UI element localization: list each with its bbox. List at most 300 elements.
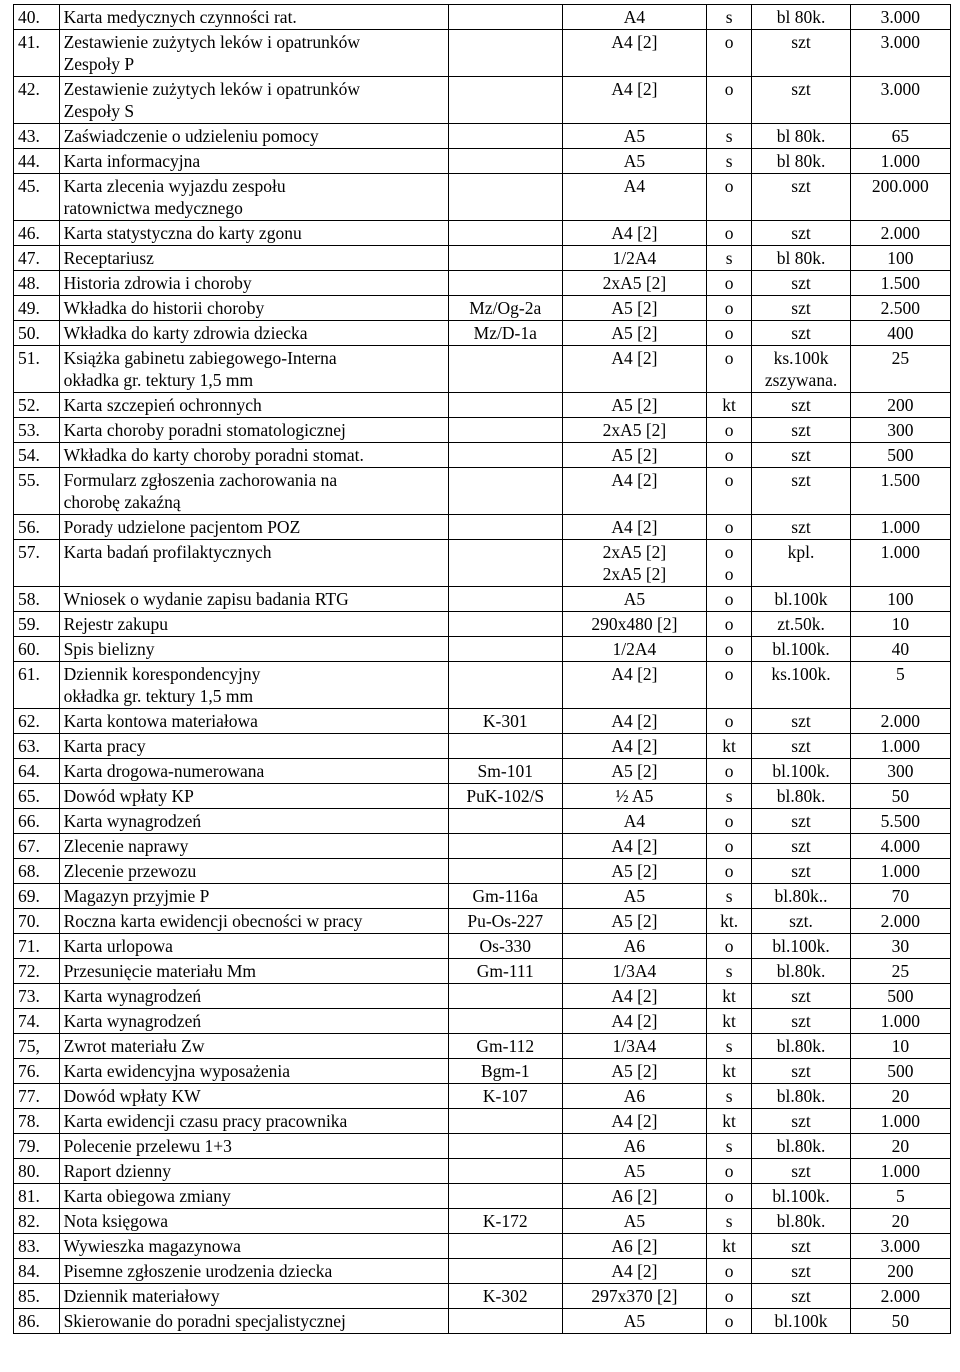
- table-row: [14, 1034, 951, 1059]
- quantity-cell: 3.000: [850, 1234, 950, 1259]
- table-row: [14, 174, 951, 221]
- paper-format-cell: A6: [563, 934, 707, 959]
- form-symbol-cell: [448, 346, 562, 393]
- unit-cell: szt: [752, 809, 850, 834]
- paper-format-cell: A5 [2]: [563, 443, 707, 468]
- row-number-cell: 56.: [14, 515, 60, 540]
- table-row: [14, 1209, 951, 1234]
- row-number-cell: 48.: [14, 271, 60, 296]
- quantity-cell: 30: [850, 934, 950, 959]
- form-symbol-cell: [448, 662, 562, 709]
- table-row: [14, 809, 951, 834]
- quantity-cell: 2.000: [850, 909, 950, 934]
- form-name-cell: Wniosek o wydanie zapisu badania RTG: [59, 587, 448, 612]
- table-row: [14, 587, 951, 612]
- row-number-cell: 82.: [14, 1209, 60, 1234]
- row-number-cell: 73.: [14, 984, 60, 1009]
- table-row: [14, 149, 951, 174]
- paper-format-cell: ½ A5: [563, 784, 707, 809]
- print-technique-cell: kt: [706, 734, 752, 759]
- print-technique-cell: o: [706, 30, 752, 77]
- form-name-cell: Receptariusz: [59, 246, 448, 271]
- paper-format-cell: A5 [2]: [563, 909, 707, 934]
- quantity-cell: 10: [850, 612, 950, 637]
- print-technique-cell: o: [706, 418, 752, 443]
- form-symbol-cell: Os-330: [448, 934, 562, 959]
- print-technique-cell: o: [706, 346, 752, 393]
- paper-format-cell: A4: [563, 5, 707, 30]
- form-symbol-cell: [448, 612, 562, 637]
- quantity-cell: 2.000: [850, 709, 950, 734]
- form-name-cell: Dziennik materiałowy: [59, 1284, 448, 1309]
- print-technique-cell: o: [706, 443, 752, 468]
- row-number-cell: 63.: [14, 734, 60, 759]
- table-row: [14, 221, 951, 246]
- table-row: [14, 418, 951, 443]
- form-name-cell: Zwrot materiału Zw: [59, 1034, 448, 1059]
- form-symbol-cell: [448, 271, 562, 296]
- unit-cell: bl.80k.: [752, 1209, 850, 1234]
- table-row: [14, 77, 951, 124]
- form-symbol-cell: Gm-111: [448, 959, 562, 984]
- quantity-cell: 1.500: [850, 468, 950, 515]
- print-technique-cell: o: [706, 709, 752, 734]
- print-technique-cell: o: [706, 1159, 752, 1184]
- print-technique-cell: o o: [706, 540, 752, 587]
- print-technique-cell: s: [706, 1034, 752, 1059]
- print-technique-cell: o: [706, 515, 752, 540]
- unit-cell: bl.100k: [752, 1309, 850, 1334]
- print-technique-cell: s: [706, 1084, 752, 1109]
- form-name-cell: Dziennik korespondencyjny okładka gr. tektury 1,5 mm: [59, 662, 448, 709]
- print-technique-cell: o: [706, 587, 752, 612]
- row-number-cell: 71.: [14, 934, 60, 959]
- row-number-cell: 80.: [14, 1159, 60, 1184]
- row-number-cell: 47.: [14, 246, 60, 271]
- unit-cell: szt: [752, 709, 850, 734]
- print-technique-cell: kt: [706, 984, 752, 1009]
- quantity-cell: 1.000: [850, 515, 950, 540]
- form-name-cell: Wkładka do historii choroby: [59, 296, 448, 321]
- form-symbol-cell: K-172: [448, 1209, 562, 1234]
- form-name-cell: Karta urlopowa: [59, 934, 448, 959]
- quantity-cell: 3.000: [850, 5, 950, 30]
- print-technique-cell: kt: [706, 393, 752, 418]
- paper-format-cell: A4 [2]: [563, 1009, 707, 1034]
- row-number-cell: 42.: [14, 77, 60, 124]
- form-name-cell: Karta ewidencji czasu pracy pracownika: [59, 1109, 448, 1134]
- row-number-cell: 53.: [14, 418, 60, 443]
- table-row: [14, 1259, 951, 1284]
- form-name-cell: Karta wynagrodzeń: [59, 809, 448, 834]
- form-symbol-cell: Gm-112: [448, 1034, 562, 1059]
- row-number-cell: 50.: [14, 321, 60, 346]
- table-row: [14, 540, 951, 587]
- print-technique-cell: o: [706, 174, 752, 221]
- row-number-cell: 51.: [14, 346, 60, 393]
- forms-table: [13, 4, 951, 1334]
- quantity-cell: 500: [850, 984, 950, 1009]
- unit-cell: szt: [752, 1009, 850, 1034]
- form-symbol-cell: [448, 859, 562, 884]
- form-symbol-cell: [448, 174, 562, 221]
- quantity-cell: 1.000: [850, 540, 950, 587]
- table-row: [14, 859, 951, 884]
- unit-cell: szt: [752, 468, 850, 515]
- table-row: [14, 1084, 951, 1109]
- form-symbol-cell: [448, 221, 562, 246]
- unit-cell: szt: [752, 174, 850, 221]
- quantity-cell: 20: [850, 1209, 950, 1234]
- form-symbol-cell: [448, 5, 562, 30]
- paper-format-cell: A6: [563, 1084, 707, 1109]
- unit-cell: bl.80k.: [752, 1134, 850, 1159]
- print-technique-cell: s: [706, 884, 752, 909]
- form-symbol-cell: [448, 149, 562, 174]
- form-name-cell: Karta medycznych czynności rat.: [59, 5, 448, 30]
- table-row: [14, 1284, 951, 1309]
- form-name-cell: Roczna karta ewidencji obecności w pracy: [59, 909, 448, 934]
- row-number-cell: 70.: [14, 909, 60, 934]
- form-symbol-cell: Bgm-1: [448, 1059, 562, 1084]
- unit-cell: szt: [752, 1259, 850, 1284]
- print-technique-cell: kt: [706, 1234, 752, 1259]
- table-row: [14, 30, 951, 77]
- row-number-cell: 43.: [14, 124, 60, 149]
- print-technique-cell: o: [706, 296, 752, 321]
- form-name-cell: Pisemne zgłoszenie urodzenia dziecka: [59, 1259, 448, 1284]
- unit-cell: szt: [752, 296, 850, 321]
- paper-format-cell: A5 [2]: [563, 296, 707, 321]
- form-name-cell: Raport dzienny: [59, 1159, 448, 1184]
- form-symbol-cell: [448, 637, 562, 662]
- paper-format-cell: A5: [563, 149, 707, 174]
- unit-cell: ks.100k zszywana.: [752, 346, 850, 393]
- print-technique-cell: s: [706, 246, 752, 271]
- form-symbol-cell: K-301: [448, 709, 562, 734]
- print-technique-cell: s: [706, 124, 752, 149]
- print-technique-cell: o: [706, 834, 752, 859]
- print-technique-cell: s: [706, 959, 752, 984]
- print-technique-cell: o: [706, 1259, 752, 1284]
- unit-cell: szt: [752, 221, 850, 246]
- form-name-cell: Karta badań profilaktycznych: [59, 540, 448, 587]
- table-row: [14, 321, 951, 346]
- print-technique-cell: o: [706, 321, 752, 346]
- form-name-cell: Skierowanie do poradni specjalistycznej: [59, 1309, 448, 1334]
- paper-format-cell: A4 [2]: [563, 1259, 707, 1284]
- paper-format-cell: A4: [563, 809, 707, 834]
- paper-format-cell: A5 [2]: [563, 1059, 707, 1084]
- table-row: [14, 1159, 951, 1184]
- table-row: [14, 662, 951, 709]
- form-name-cell: Karta zlecenia wyjazdu zespołu ratownictwa medycznego: [59, 174, 448, 221]
- unit-cell: szt: [752, 1159, 850, 1184]
- row-number-cell: 83.: [14, 1234, 60, 1259]
- table-row: [14, 1184, 951, 1209]
- paper-format-cell: 1/3A4: [563, 959, 707, 984]
- unit-cell: szt: [752, 859, 850, 884]
- row-number-cell: 79.: [14, 1134, 60, 1159]
- quantity-cell: 25: [850, 959, 950, 984]
- row-number-cell: 85.: [14, 1284, 60, 1309]
- paper-format-cell: A6 [2]: [563, 1184, 707, 1209]
- unit-cell: bl.100k.: [752, 934, 850, 959]
- paper-format-cell: A5 [2]: [563, 393, 707, 418]
- unit-cell: szt: [752, 443, 850, 468]
- row-number-cell: 69.: [14, 884, 60, 909]
- unit-cell: szt: [752, 418, 850, 443]
- quantity-cell: 1.500: [850, 271, 950, 296]
- unit-cell: bl.80k..: [752, 884, 850, 909]
- form-symbol-cell: [448, 1159, 562, 1184]
- print-technique-cell: s: [706, 149, 752, 174]
- paper-format-cell: A4 [2]: [563, 515, 707, 540]
- paper-format-cell: A5 [2]: [563, 321, 707, 346]
- form-symbol-cell: [448, 1259, 562, 1284]
- form-symbol-cell: K-107: [448, 1084, 562, 1109]
- row-number-cell: 77.: [14, 1084, 60, 1109]
- table-row: [14, 612, 951, 637]
- table-row: [14, 959, 951, 984]
- quantity-cell: 2.000: [850, 221, 950, 246]
- row-number-cell: 46.: [14, 221, 60, 246]
- paper-format-cell: A5: [563, 587, 707, 612]
- unit-cell: szt: [752, 271, 850, 296]
- print-technique-cell: s: [706, 1134, 752, 1159]
- unit-cell: bl 80k.: [752, 5, 850, 30]
- form-symbol-cell: K-302: [448, 1284, 562, 1309]
- table-row: [14, 124, 951, 149]
- form-symbol-cell: [448, 587, 562, 612]
- print-technique-cell: s: [706, 1209, 752, 1234]
- paper-format-cell: A4 [2]: [563, 662, 707, 709]
- row-number-cell: 65.: [14, 784, 60, 809]
- table-row: [14, 934, 951, 959]
- table-row: [14, 834, 951, 859]
- form-name-cell: Zaświadczenie o udzieleniu pomocy: [59, 124, 448, 149]
- form-symbol-cell: [448, 834, 562, 859]
- table-row: [14, 1109, 951, 1134]
- print-technique-cell: o: [706, 77, 752, 124]
- form-symbol-cell: [448, 124, 562, 149]
- table-row: [14, 734, 951, 759]
- quantity-cell: 5: [850, 1184, 950, 1209]
- quantity-cell: 40: [850, 637, 950, 662]
- row-number-cell: 60.: [14, 637, 60, 662]
- table-row: [14, 709, 951, 734]
- form-symbol-cell: [448, 1009, 562, 1034]
- row-number-cell: 57.: [14, 540, 60, 587]
- form-symbol-cell: Gm-116a: [448, 884, 562, 909]
- row-number-cell: 75,: [14, 1034, 60, 1059]
- quantity-cell: 400: [850, 321, 950, 346]
- form-symbol-cell: [448, 246, 562, 271]
- form-name-cell: Karta pracy: [59, 734, 448, 759]
- quantity-cell: 100: [850, 246, 950, 271]
- print-technique-cell: o: [706, 1184, 752, 1209]
- table-row: [14, 5, 951, 30]
- paper-format-cell: A4 [2]: [563, 468, 707, 515]
- form-name-cell: Karta choroby poradni stomatologicznej: [59, 418, 448, 443]
- paper-format-cell: A5: [563, 1309, 707, 1334]
- table-row: [14, 884, 951, 909]
- paper-format-cell: A5: [563, 884, 707, 909]
- form-name-cell: Zestawienie zużytych leków i opatrunków Zespoły P: [59, 30, 448, 77]
- form-name-cell: Karta informacyjna: [59, 149, 448, 174]
- row-number-cell: 67.: [14, 834, 60, 859]
- form-name-cell: Historia zdrowia i choroby: [59, 271, 448, 296]
- quantity-cell: 1.000: [850, 859, 950, 884]
- quantity-cell: 200.000: [850, 174, 950, 221]
- quantity-cell: 3.000: [850, 77, 950, 124]
- paper-format-cell: 1/2A4: [563, 637, 707, 662]
- paper-format-cell: 2xA5 [2] 2xA5 [2]: [563, 540, 707, 587]
- quantity-cell: 25: [850, 346, 950, 393]
- quantity-cell: 100: [850, 587, 950, 612]
- paper-format-cell: A4 [2]: [563, 1109, 707, 1134]
- table-row: [14, 909, 951, 934]
- print-technique-cell: kt: [706, 1009, 752, 1034]
- form-name-cell: Karta szczepień ochronnych: [59, 393, 448, 418]
- form-symbol-cell: [448, 1134, 562, 1159]
- row-number-cell: 59.: [14, 612, 60, 637]
- row-number-cell: 55.: [14, 468, 60, 515]
- unit-cell: zt.50k.: [752, 612, 850, 637]
- form-name-cell: Spis bielizny: [59, 637, 448, 662]
- print-technique-cell: s: [706, 5, 752, 30]
- row-number-cell: 66.: [14, 809, 60, 834]
- form-name-cell: Karta kontowa materiałowa: [59, 709, 448, 734]
- print-technique-cell: kt: [706, 1059, 752, 1084]
- table-row: [14, 1134, 951, 1159]
- form-symbol-cell: [448, 809, 562, 834]
- table-row: [14, 443, 951, 468]
- unit-cell: bl 80k.: [752, 246, 850, 271]
- form-symbol-cell: [448, 1184, 562, 1209]
- paper-format-cell: A5 [2]: [563, 859, 707, 884]
- unit-cell: szt: [752, 1059, 850, 1084]
- form-name-cell: Karta statystyczna do karty zgonu: [59, 221, 448, 246]
- row-number-cell: 84.: [14, 1259, 60, 1284]
- unit-cell: szt: [752, 321, 850, 346]
- form-symbol-cell: [448, 1309, 562, 1334]
- quantity-cell: 1.000: [850, 1109, 950, 1134]
- print-technique-cell: o: [706, 934, 752, 959]
- form-symbol-cell: [448, 540, 562, 587]
- quantity-cell: 1.000: [850, 149, 950, 174]
- row-number-cell: 76.: [14, 1059, 60, 1084]
- paper-format-cell: A4 [2]: [563, 77, 707, 124]
- form-name-cell: Magazyn przyjmie P: [59, 884, 448, 909]
- unit-cell: bl.100k.: [752, 637, 850, 662]
- form-symbol-cell: Sm-101: [448, 759, 562, 784]
- form-name-cell: Zestawienie zużytych leków i opatrunków Zespoły S: [59, 77, 448, 124]
- form-name-cell: Karta wynagrodzeń: [59, 984, 448, 1009]
- paper-format-cell: A4 [2]: [563, 221, 707, 246]
- quantity-cell: 10: [850, 1034, 950, 1059]
- quantity-cell: 5.500: [850, 809, 950, 834]
- quantity-cell: 20: [850, 1134, 950, 1159]
- print-technique-cell: o: [706, 612, 752, 637]
- row-number-cell: 58.: [14, 587, 60, 612]
- unit-cell: szt: [752, 1234, 850, 1259]
- unit-cell: bl.80k.: [752, 959, 850, 984]
- print-technique-cell: o: [706, 637, 752, 662]
- form-symbol-cell: [448, 77, 562, 124]
- form-symbol-cell: [448, 30, 562, 77]
- row-number-cell: 44.: [14, 149, 60, 174]
- row-number-cell: 54.: [14, 443, 60, 468]
- row-number-cell: 62.: [14, 709, 60, 734]
- paper-format-cell: 2xA5 [2]: [563, 271, 707, 296]
- form-symbol-cell: [448, 1234, 562, 1259]
- unit-cell: kpl.: [752, 540, 850, 587]
- table-row: [14, 784, 951, 809]
- print-technique-cell: kt.: [706, 909, 752, 934]
- row-number-cell: 86.: [14, 1309, 60, 1334]
- quantity-cell: 2.000: [850, 1284, 950, 1309]
- paper-format-cell: A4 [2]: [563, 709, 707, 734]
- table-row: [14, 515, 951, 540]
- row-number-cell: 64.: [14, 759, 60, 784]
- form-symbol-cell: Pu-Os-227: [448, 909, 562, 934]
- paper-format-cell: 2xA5 [2]: [563, 418, 707, 443]
- paper-format-cell: A4 [2]: [563, 734, 707, 759]
- unit-cell: szt: [752, 834, 850, 859]
- quantity-cell: 70: [850, 884, 950, 909]
- form-name-cell: Dowód wpłaty KW: [59, 1084, 448, 1109]
- unit-cell: szt: [752, 1109, 850, 1134]
- quantity-cell: 200: [850, 393, 950, 418]
- quantity-cell: 2.500: [850, 296, 950, 321]
- row-number-cell: 74.: [14, 1009, 60, 1034]
- print-technique-cell: kt: [706, 1109, 752, 1134]
- print-technique-cell: o: [706, 662, 752, 709]
- unit-cell: ks.100k.: [752, 662, 850, 709]
- row-number-cell: 68.: [14, 859, 60, 884]
- table-row: [14, 1009, 951, 1034]
- quantity-cell: 500: [850, 443, 950, 468]
- table-row: [14, 984, 951, 1009]
- table-row: [14, 637, 951, 662]
- form-name-cell: Dowód wpłaty KP: [59, 784, 448, 809]
- form-name-cell: Zlecenie naprawy: [59, 834, 448, 859]
- form-name-cell: Książka gabinetu zabiegowego-Interna okładka gr. tektury 1,5 mm: [59, 346, 448, 393]
- table-row: [14, 246, 951, 271]
- form-symbol-cell: [448, 734, 562, 759]
- quantity-cell: 500: [850, 1059, 950, 1084]
- unit-cell: bl.100k.: [752, 759, 850, 784]
- unit-cell: bl.80k.: [752, 784, 850, 809]
- print-technique-cell: o: [706, 1309, 752, 1334]
- form-name-cell: Nota księgowa: [59, 1209, 448, 1234]
- print-technique-cell: o: [706, 468, 752, 515]
- print-technique-cell: s: [706, 784, 752, 809]
- form-name-cell: Wkładka do karty zdrowia dziecka: [59, 321, 448, 346]
- table-row: [14, 296, 951, 321]
- form-symbol-cell: [448, 1109, 562, 1134]
- form-symbol-cell: [448, 515, 562, 540]
- unit-cell: szt: [752, 30, 850, 77]
- form-symbol-cell: [448, 984, 562, 1009]
- paper-format-cell: A4 [2]: [563, 346, 707, 393]
- quantity-cell: 1.000: [850, 1009, 950, 1034]
- quantity-cell: 200: [850, 1259, 950, 1284]
- form-symbol-cell: Mz/D-1a: [448, 321, 562, 346]
- table-row: [14, 1234, 951, 1259]
- unit-cell: bl.80k.: [752, 1084, 850, 1109]
